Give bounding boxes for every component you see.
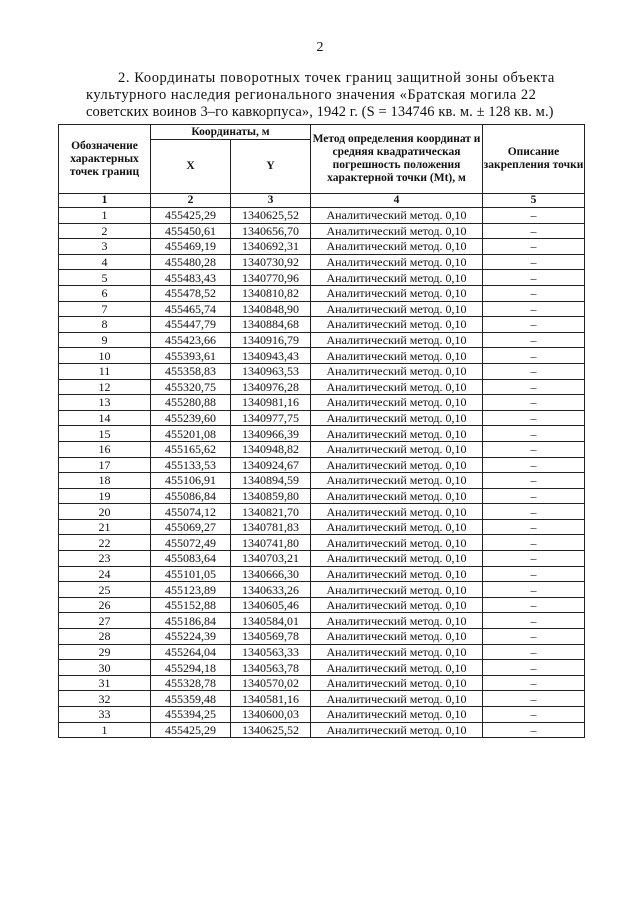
cell-method: Аналитический метод. 0,10: [311, 504, 483, 520]
cell-x: 455423,66: [151, 332, 231, 348]
table-row: [59, 457, 585, 473]
cell-description: –: [483, 270, 585, 286]
cell-method: Аналитический метод. 0,10: [311, 582, 483, 598]
cell-y: 1340848,90: [231, 301, 311, 317]
cell-description: –: [483, 363, 585, 379]
cell-y: 1340584,01: [231, 613, 311, 629]
cell-description: –: [483, 691, 585, 707]
cell-method: Аналитический метод. 0,10: [311, 379, 483, 395]
cell-point: 28: [59, 629, 151, 645]
cell-y: 1340981,16: [231, 395, 311, 411]
cell-x: 455083,64: [151, 551, 231, 567]
table-row: [59, 441, 585, 457]
cell-x: 455086,84: [151, 488, 231, 504]
table-row: [59, 707, 585, 723]
table-row: [59, 379, 585, 395]
cell-description: –: [483, 285, 585, 301]
cell-y: 1340625,52: [231, 208, 311, 224]
table-body: [59, 208, 585, 738]
cell-x: 455358,83: [151, 363, 231, 379]
cell-method: Аналитический метод. 0,10: [311, 208, 483, 224]
table-row: [59, 363, 585, 379]
cell-x: 455165,62: [151, 441, 231, 457]
cell-point: 21: [59, 519, 151, 535]
cell-point: 6: [59, 285, 151, 301]
cell-x: 455264,04: [151, 644, 231, 660]
cell-x: 455478,52: [151, 285, 231, 301]
cell-y: 1340963,53: [231, 363, 311, 379]
column-number: 5: [483, 194, 585, 208]
cell-description: –: [483, 675, 585, 691]
table-row: [59, 675, 585, 691]
cell-y: 1340666,30: [231, 566, 311, 582]
cell-point: 2: [59, 223, 151, 239]
table-row: [59, 395, 585, 411]
cell-description: –: [483, 457, 585, 473]
heading-line-2: культурного наследия регионального значения «Братская могила 22: [86, 87, 537, 103]
cell-description: –: [483, 239, 585, 255]
cell-method: Аналитический метод. 0,10: [311, 519, 483, 535]
cell-method: Аналитический метод. 0,10: [311, 722, 483, 738]
cell-x: 455072,49: [151, 535, 231, 551]
cell-y: 1340948,82: [231, 441, 311, 457]
cell-x: 455106,91: [151, 473, 231, 489]
cell-point: 5: [59, 270, 151, 286]
cell-point: 4: [59, 254, 151, 270]
cell-description: –: [483, 535, 585, 551]
cell-point: 1: [59, 208, 151, 224]
heading-line-1: 2. Координаты поворотных точек границ защитной зоны объекта: [118, 70, 555, 86]
cell-description: –: [483, 441, 585, 457]
cell-y: 1340894,59: [231, 473, 311, 489]
cell-x: 455394,25: [151, 707, 231, 723]
table-row: [59, 566, 585, 582]
table-header: [59, 125, 585, 208]
cell-method: Аналитический метод. 0,10: [311, 363, 483, 379]
table-row: [59, 504, 585, 520]
cell-method: Аналитический метод. 0,10: [311, 223, 483, 239]
cell-y: 1340600,03: [231, 707, 311, 723]
table-row: [59, 660, 585, 676]
cell-description: –: [483, 551, 585, 567]
cell-method: Аналитический метод. 0,10: [311, 644, 483, 660]
cell-point: 18: [59, 473, 151, 489]
cell-point: 13: [59, 395, 151, 411]
cell-point: 23: [59, 551, 151, 567]
cell-method: Аналитический метод. 0,10: [311, 488, 483, 504]
cell-y: 1340859,80: [231, 488, 311, 504]
cell-point: 1: [59, 722, 151, 738]
cell-point: 8: [59, 317, 151, 333]
cell-method: Аналитический метод. 0,10: [311, 332, 483, 348]
cell-method: Аналитический метод. 0,10: [311, 535, 483, 551]
cell-description: –: [483, 332, 585, 348]
cell-description: –: [483, 519, 585, 535]
cell-y: 1340563,33: [231, 644, 311, 660]
cell-x: 455201,08: [151, 426, 231, 442]
header-y: Y: [231, 140, 311, 194]
cell-method: Аналитический метод. 0,10: [311, 691, 483, 707]
table-row: [59, 488, 585, 504]
cell-y: 1340570,02: [231, 675, 311, 691]
coordinates-table: [58, 124, 585, 738]
table-row: [59, 597, 585, 613]
column-number: 3: [231, 194, 311, 208]
cell-method: Аналитический метод. 0,10: [311, 629, 483, 645]
cell-description: –: [483, 629, 585, 645]
cell-point: 11: [59, 363, 151, 379]
cell-description: –: [483, 613, 585, 629]
cell-x: 455101,05: [151, 566, 231, 582]
cell-method: Аналитический метод. 0,10: [311, 285, 483, 301]
cell-description: –: [483, 707, 585, 723]
cell-point: 9: [59, 332, 151, 348]
table-row: [59, 301, 585, 317]
cell-x: 455239,60: [151, 410, 231, 426]
cell-y: 1340821,70: [231, 504, 311, 520]
cell-description: –: [483, 410, 585, 426]
cell-description: –: [483, 348, 585, 364]
cell-description: –: [483, 597, 585, 613]
cell-x: 455069,27: [151, 519, 231, 535]
heading-line-3: советских воинов 3–го кавкорпуса», 1942 г. (S = 134746 кв. м. ± 128 кв. м.): [86, 104, 554, 120]
cell-x: 455469,19: [151, 239, 231, 255]
cell-method: Аналитический метод. 0,10: [311, 317, 483, 333]
cell-point: 17: [59, 457, 151, 473]
cell-method: Аналитический метод. 0,10: [311, 395, 483, 411]
cell-x: 455425,29: [151, 208, 231, 224]
cell-method: Аналитический метод. 0,10: [311, 597, 483, 613]
cell-x: 455186,84: [151, 613, 231, 629]
table-row: [59, 644, 585, 660]
cell-description: –: [483, 426, 585, 442]
cell-x: 455224,39: [151, 629, 231, 645]
cell-description: –: [483, 317, 585, 333]
cell-x: 455074,12: [151, 504, 231, 520]
cell-method: Аналитический метод. 0,10: [311, 426, 483, 442]
cell-point: 33: [59, 707, 151, 723]
cell-description: –: [483, 582, 585, 598]
cell-x: 455483,43: [151, 270, 231, 286]
cell-description: –: [483, 208, 585, 224]
table-row: [59, 722, 585, 738]
table-row: [59, 239, 585, 255]
cell-y: 1340976,28: [231, 379, 311, 395]
header-point-designation: Обозначение характерных точек границ: [59, 125, 151, 194]
cell-description: –: [483, 223, 585, 239]
cell-method: Аналитический метод. 0,10: [311, 254, 483, 270]
cell-point: 16: [59, 441, 151, 457]
table-row: [59, 691, 585, 707]
cell-point: 27: [59, 613, 151, 629]
cell-point: 26: [59, 597, 151, 613]
cell-method: Аналитический метод. 0,10: [311, 348, 483, 364]
table-row: [59, 270, 585, 286]
cell-x: 455480,28: [151, 254, 231, 270]
table-row: [59, 535, 585, 551]
cell-x: 455320,75: [151, 379, 231, 395]
cell-y: 1340884,68: [231, 317, 311, 333]
cell-x: 455152,88: [151, 597, 231, 613]
cell-method: Аналитический метод. 0,10: [311, 551, 483, 567]
table-row: [59, 519, 585, 535]
cell-method: Аналитический метод. 0,10: [311, 239, 483, 255]
cell-y: 1340977,75: [231, 410, 311, 426]
cell-method: Аналитический метод. 0,10: [311, 473, 483, 489]
cell-point: 19: [59, 488, 151, 504]
table-row: [59, 551, 585, 567]
table-row: [59, 473, 585, 489]
table-row: [59, 332, 585, 348]
cell-y: 1340770,96: [231, 270, 311, 286]
table-row: [59, 426, 585, 442]
cell-y: 1340810,82: [231, 285, 311, 301]
cell-description: –: [483, 504, 585, 520]
cell-x: 455359,48: [151, 691, 231, 707]
table-row: [59, 254, 585, 270]
cell-point: 25: [59, 582, 151, 598]
cell-description: –: [483, 644, 585, 660]
cell-point: 31: [59, 675, 151, 691]
cell-y: 1340605,46: [231, 597, 311, 613]
cell-point: 20: [59, 504, 151, 520]
cell-method: Аналитический метод. 0,10: [311, 457, 483, 473]
cell-x: 455133,53: [151, 457, 231, 473]
cell-y: 1340730,92: [231, 254, 311, 270]
cell-point: 22: [59, 535, 151, 551]
cell-point: 30: [59, 660, 151, 676]
cell-method: Аналитический метод. 0,10: [311, 410, 483, 426]
cell-x: 455123,89: [151, 582, 231, 598]
cell-point: 15: [59, 426, 151, 442]
cell-y: 1340703,21: [231, 551, 311, 567]
cell-point: 3: [59, 239, 151, 255]
header-description: Описание закрепления точки: [483, 125, 585, 194]
cell-x: 455328,78: [151, 675, 231, 691]
cell-y: 1340924,67: [231, 457, 311, 473]
cell-y: 1340916,79: [231, 332, 311, 348]
cell-method: Аналитический метод. 0,10: [311, 675, 483, 691]
cell-y: 1340581,16: [231, 691, 311, 707]
cell-description: –: [483, 566, 585, 582]
table-row: [59, 348, 585, 364]
table-row: [59, 208, 585, 224]
cell-point: 14: [59, 410, 151, 426]
header-x: X: [151, 140, 231, 194]
cell-y: 1340633,26: [231, 582, 311, 598]
cell-point: 7: [59, 301, 151, 317]
cell-y: 1340943,43: [231, 348, 311, 364]
cell-y: 1340569,78: [231, 629, 311, 645]
cell-method: Аналитический метод. 0,10: [311, 270, 483, 286]
cell-y: 1340966,39: [231, 426, 311, 442]
table-row: [59, 629, 585, 645]
cell-x: 455465,74: [151, 301, 231, 317]
cell-point: 10: [59, 348, 151, 364]
cell-description: –: [483, 488, 585, 504]
cell-method: Аналитический метод. 0,10: [311, 441, 483, 457]
cell-x: 455425,29: [151, 722, 231, 738]
cell-point: 24: [59, 566, 151, 582]
header-method: Метод определения координат и средняя квадратическая погрешность положения характерной точки (Mt), м: [311, 125, 483, 194]
cell-x: 455393,61: [151, 348, 231, 364]
table-row: [59, 223, 585, 239]
cell-y: 1340741,80: [231, 535, 311, 551]
cell-description: –: [483, 379, 585, 395]
header-coordinates: Координаты, м: [151, 125, 311, 140]
cell-y: 1340781,83: [231, 519, 311, 535]
cell-method: Аналитический метод. 0,10: [311, 301, 483, 317]
column-number: 2: [151, 194, 231, 208]
table-row: [59, 317, 585, 333]
cell-y: 1340563,78: [231, 660, 311, 676]
cell-description: –: [483, 395, 585, 411]
cell-x: 455447,79: [151, 317, 231, 333]
cell-y: 1340625,52: [231, 722, 311, 738]
cell-description: –: [483, 722, 585, 738]
cell-y: 1340692,31: [231, 239, 311, 255]
cell-description: –: [483, 301, 585, 317]
cell-method: Аналитический метод. 0,10: [311, 613, 483, 629]
column-number: 4: [311, 194, 483, 208]
table-row: [59, 613, 585, 629]
cell-x: 455280,88: [151, 395, 231, 411]
cell-description: –: [483, 660, 585, 676]
cell-method: Аналитический метод. 0,10: [311, 660, 483, 676]
table-row: [59, 285, 585, 301]
cell-y: 1340656,70: [231, 223, 311, 239]
cell-point: 32: [59, 691, 151, 707]
table-row: [59, 582, 585, 598]
cell-description: –: [483, 254, 585, 270]
cell-method: Аналитический метод. 0,10: [311, 707, 483, 723]
cell-point: 29: [59, 644, 151, 660]
cell-x: 455294,18: [151, 660, 231, 676]
cell-description: –: [483, 473, 585, 489]
table-row: [59, 410, 585, 426]
page-number: 2: [316, 40, 324, 55]
column-number: 1: [59, 194, 151, 208]
section-heading: [86, 70, 578, 121]
cell-point: 12: [59, 379, 151, 395]
cell-method: Аналитический метод. 0,10: [311, 566, 483, 582]
cell-x: 455450,61: [151, 223, 231, 239]
